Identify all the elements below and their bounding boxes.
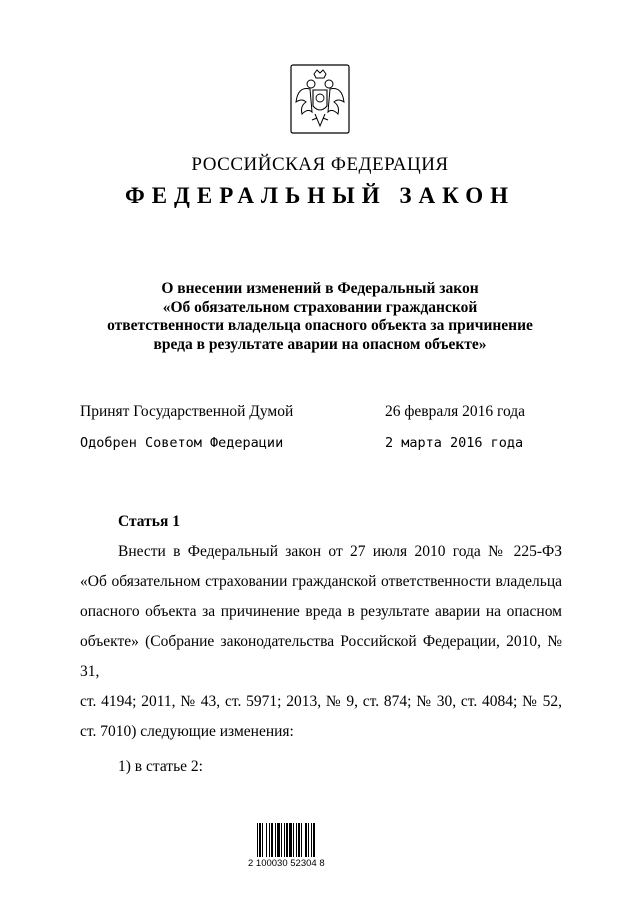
body-line: ст. 4194; 2011, № 43, ст. 5971; 2013, № 9, ст. 874; № 30, ст. 4084; № 52, <box>80 693 562 710</box>
title-line: «Об обязательном страховании гражданской <box>162 298 478 316</box>
approval-duma <box>80 403 560 421</box>
approval-date: 2 марта 2016 года <box>385 435 524 451</box>
body-line: объекте» (Собрание законодательства Российской Федерации, 2010, № 31, <box>80 633 562 680</box>
body-line: «Об обязательном страховании гражданской ответственности владельца <box>80 573 562 590</box>
approval-label: Одобрен Советом Федерации <box>80 435 284 451</box>
document-type: ФЕДЕРАЛЬНЫЙ ЗАКОН <box>124 183 516 208</box>
approval-label: Принят Государственной Думой <box>80 403 294 420</box>
article-body <box>80 537 562 747</box>
approval-federation-council <box>80 435 560 451</box>
article-item: 1) в статье 2: <box>118 758 203 775</box>
article-heading: Статья 1 <box>118 513 180 530</box>
approval-date: 26 февраля 2016 года <box>385 403 526 420</box>
country-name: РОССИЙСКАЯ ФЕДЕРАЦИЯ <box>191 154 449 175</box>
coat-of-arms-icon <box>288 62 352 136</box>
law-title <box>70 280 570 354</box>
body-line: опасного объекта за причинение вреда в результате аварии на опасном <box>80 603 562 620</box>
title-line: ответственности владельца опасного объекта за причинение <box>107 317 533 334</box>
body-line: ст. 7010) следующие изменения: <box>80 723 294 740</box>
barcode-number: 2 100030 52304 8 <box>248 858 325 869</box>
body-line: Внести в Федеральный закон от 27 июля 2010 года № 225-ФЗ <box>118 543 562 560</box>
barcode-icon <box>255 823 351 859</box>
title-line: вреда в результате аварии на опасном объекте» <box>153 335 487 353</box>
title-line: О внесении изменений в Федеральный закон <box>161 280 479 297</box>
